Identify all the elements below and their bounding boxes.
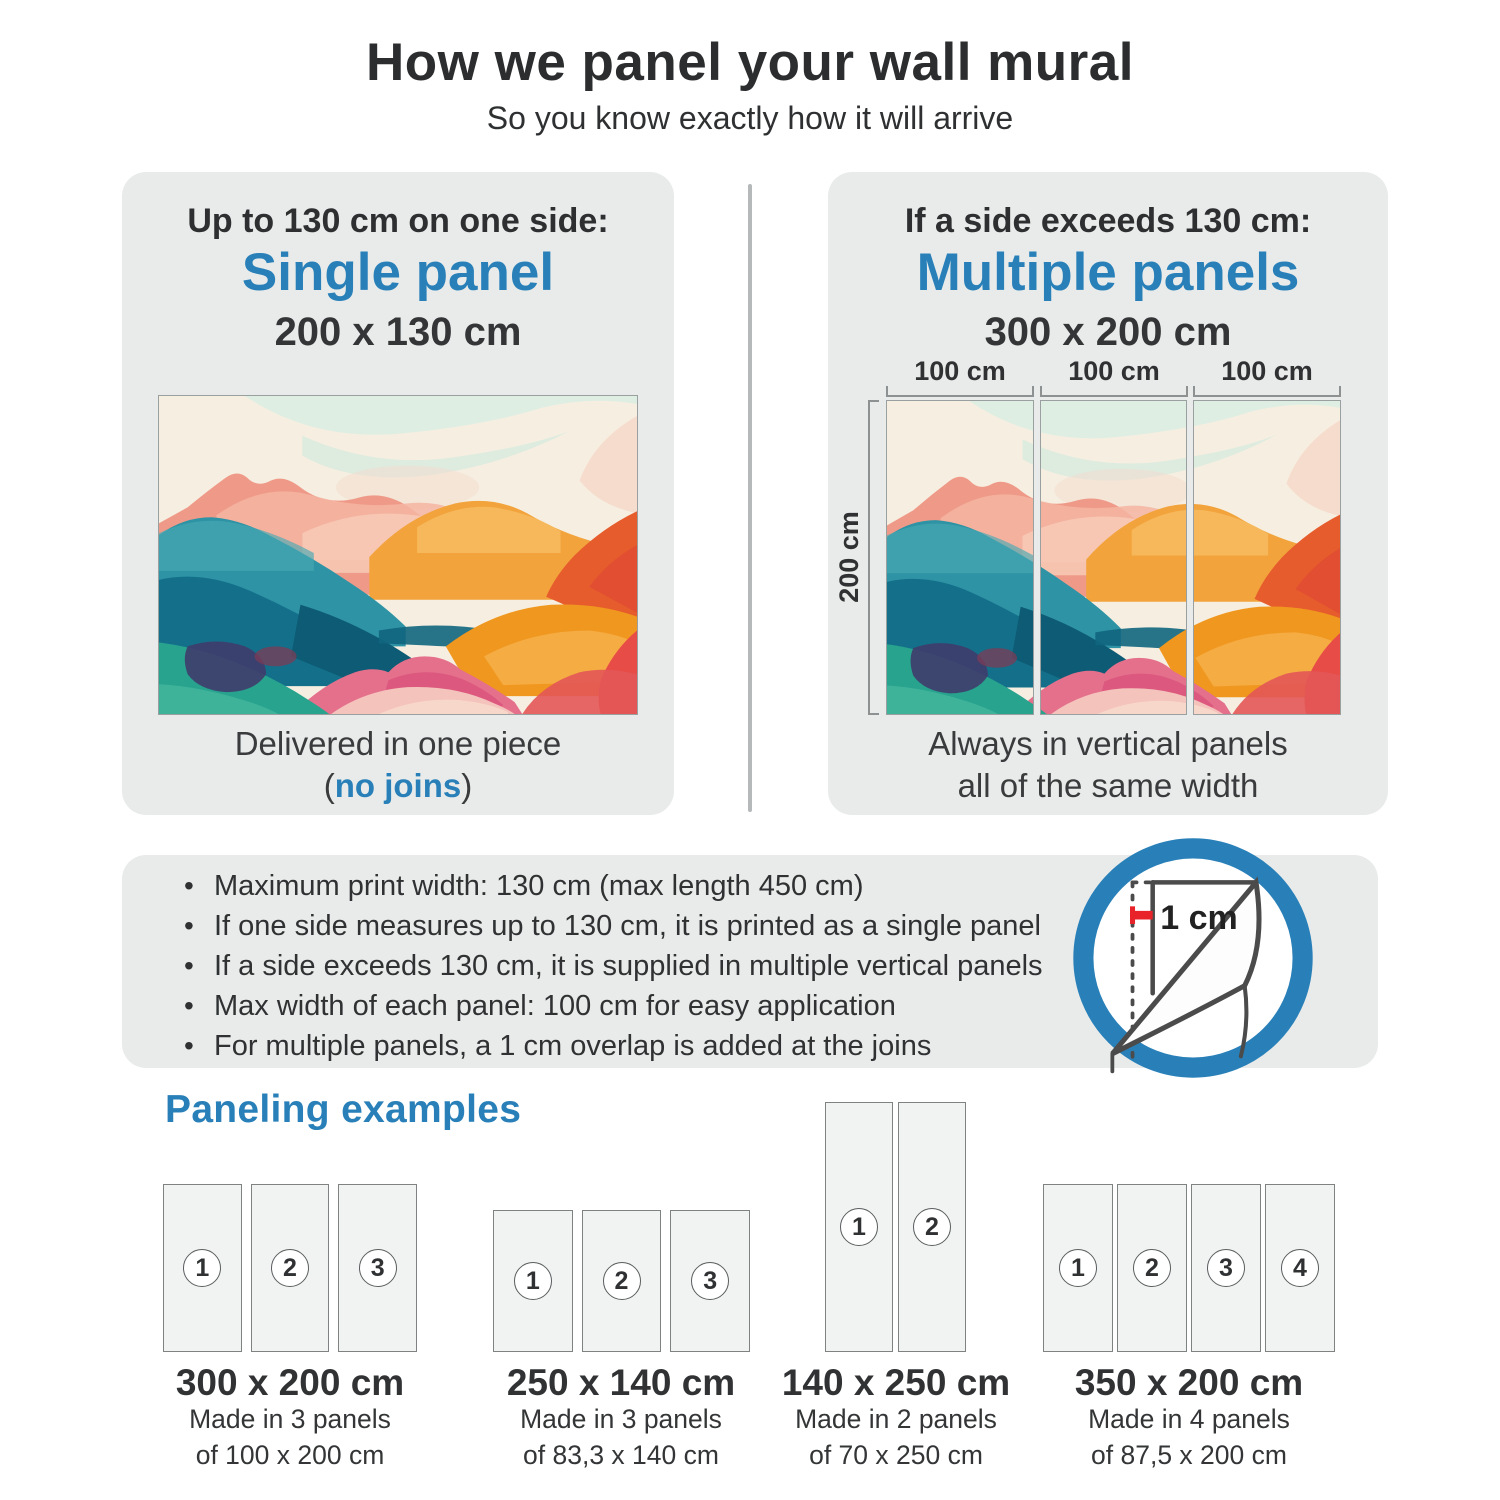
width-measure-label: 100 cm bbox=[914, 356, 1006, 386]
example-desc: of 100 x 200 cm bbox=[195, 1440, 385, 1470]
panel-number: 1 bbox=[514, 1262, 552, 1300]
mural-preview-panels bbox=[886, 400, 1341, 715]
panel-number: 2 bbox=[1133, 1249, 1171, 1287]
overlap-size-label: 1 cm bbox=[1160, 899, 1238, 938]
example-panel bbox=[163, 1184, 242, 1352]
multiple-panels-card bbox=[828, 172, 1388, 815]
example-panel-group bbox=[493, 1210, 750, 1352]
width-measure-bracket bbox=[886, 386, 1034, 397]
multiple-panels-caption-2: all of the same width bbox=[957, 767, 1259, 804]
mural-preview-single bbox=[158, 395, 638, 715]
panel-number: 3 bbox=[1207, 1249, 1245, 1287]
example-panel bbox=[1043, 1184, 1113, 1352]
example-panel bbox=[670, 1210, 750, 1352]
panel-number: 2 bbox=[271, 1249, 309, 1287]
example-panel bbox=[825, 1102, 893, 1352]
mural-panel-slice bbox=[1040, 400, 1188, 715]
multiple-panels-caption-1: Always in vertical panels bbox=[928, 725, 1288, 762]
example-panel-group bbox=[163, 1184, 417, 1352]
example-panel bbox=[251, 1184, 330, 1352]
example-desc: Made in 3 panels bbox=[189, 1404, 391, 1434]
width-measure-bracket bbox=[1193, 386, 1341, 397]
panel-number: 4 bbox=[1281, 1249, 1319, 1287]
cards-divider bbox=[748, 184, 752, 812]
info-bullet: • Max width of each panel: 100 cm for easy application bbox=[182, 986, 1043, 1026]
examples-heading: Paneling examples bbox=[165, 1088, 522, 1131]
paren-close: ) bbox=[461, 767, 473, 804]
page-title: How we panel your wall mural bbox=[366, 33, 1134, 92]
page-curl-icon bbox=[1067, 832, 1319, 1084]
panel-number: 3 bbox=[359, 1249, 397, 1287]
example-desc: Made in 2 panels bbox=[795, 1404, 997, 1434]
info-bullet: • If one side measures up to 130 cm, it is printed as a single panel bbox=[182, 906, 1043, 946]
width-measure-label: 100 cm bbox=[1068, 356, 1160, 386]
example-panel bbox=[1191, 1184, 1261, 1352]
overlap-badge bbox=[1067, 832, 1319, 1084]
height-measure-label: 200 cm bbox=[834, 511, 864, 603]
multiple-panels-condition: If a side exceeds 130 cm: bbox=[904, 202, 1312, 240]
example-panel bbox=[1265, 1184, 1335, 1352]
single-panel-caption: Delivered in one piece bbox=[234, 725, 562, 762]
multiple-panels-heading: Multiple panels bbox=[916, 243, 1300, 302]
mural-artwork bbox=[886, 400, 1034, 715]
example-panel bbox=[898, 1102, 966, 1352]
example-desc: Made in 3 panels bbox=[520, 1404, 722, 1434]
single-panel-heading: Single panel bbox=[241, 243, 555, 302]
panel-number: 1 bbox=[183, 1249, 221, 1287]
panel-number: 2 bbox=[913, 1208, 951, 1246]
example-panel bbox=[582, 1210, 662, 1352]
example-desc: Made in 4 panels bbox=[1088, 1404, 1290, 1434]
height-measure-bracket bbox=[868, 400, 879, 715]
info-bullet: • For multiple panels, a 1 cm overlap is added at the joins bbox=[182, 1026, 1043, 1066]
example-panel bbox=[1117, 1184, 1187, 1352]
mural-artwork bbox=[1040, 400, 1188, 715]
mural-artwork bbox=[159, 396, 637, 714]
single-panel-card bbox=[122, 172, 674, 815]
example-desc: of 70 x 250 cm bbox=[809, 1440, 983, 1470]
info-bullet: • If a side exceeds 130 cm, it is supplied in multiple vertical panels bbox=[182, 946, 1043, 986]
panel-number: 2 bbox=[603, 1262, 641, 1300]
info-bullet-list bbox=[182, 866, 1043, 1066]
mural-artwork bbox=[1193, 400, 1341, 715]
example-panel bbox=[493, 1210, 573, 1352]
panel-number: 1 bbox=[840, 1208, 878, 1246]
example-panel-group bbox=[1043, 1184, 1335, 1352]
mural-panel-slice bbox=[886, 400, 1034, 715]
info-bullet: • Maximum print width: 130 cm (max length 450 cm) bbox=[182, 866, 1043, 906]
mural-panel-slice bbox=[1193, 400, 1341, 715]
no-joins-text: no joins bbox=[334, 767, 462, 804]
single-panel-condition: Up to 130 cm on one side: bbox=[187, 202, 609, 240]
example-desc: of 87,5 x 200 cm bbox=[1091, 1440, 1287, 1470]
panel-number: 1 bbox=[1059, 1249, 1097, 1287]
example-desc: of 83,3 x 140 cm bbox=[523, 1440, 719, 1470]
width-measure-bracket bbox=[1040, 386, 1188, 397]
example-size: 250 x 140 cm bbox=[506, 1362, 736, 1403]
multiple-panels-size: 300 x 200 cm bbox=[984, 310, 1232, 354]
single-panel-caption-joins bbox=[122, 767, 674, 805]
example-panel bbox=[338, 1184, 417, 1352]
example-size: 350 x 200 cm bbox=[1074, 1362, 1304, 1403]
single-panel-size: 200 x 130 cm bbox=[274, 310, 522, 354]
paren-open: ( bbox=[323, 767, 335, 804]
page-subtitle: So you know exactly how it will arrive bbox=[486, 100, 1014, 136]
example-size: 300 x 200 cm bbox=[175, 1362, 405, 1403]
example-size: 140 x 250 cm bbox=[781, 1362, 1011, 1403]
width-measure-label: 100 cm bbox=[1221, 356, 1313, 386]
example-panel-group bbox=[825, 1102, 966, 1352]
panel-number: 3 bbox=[691, 1262, 729, 1300]
